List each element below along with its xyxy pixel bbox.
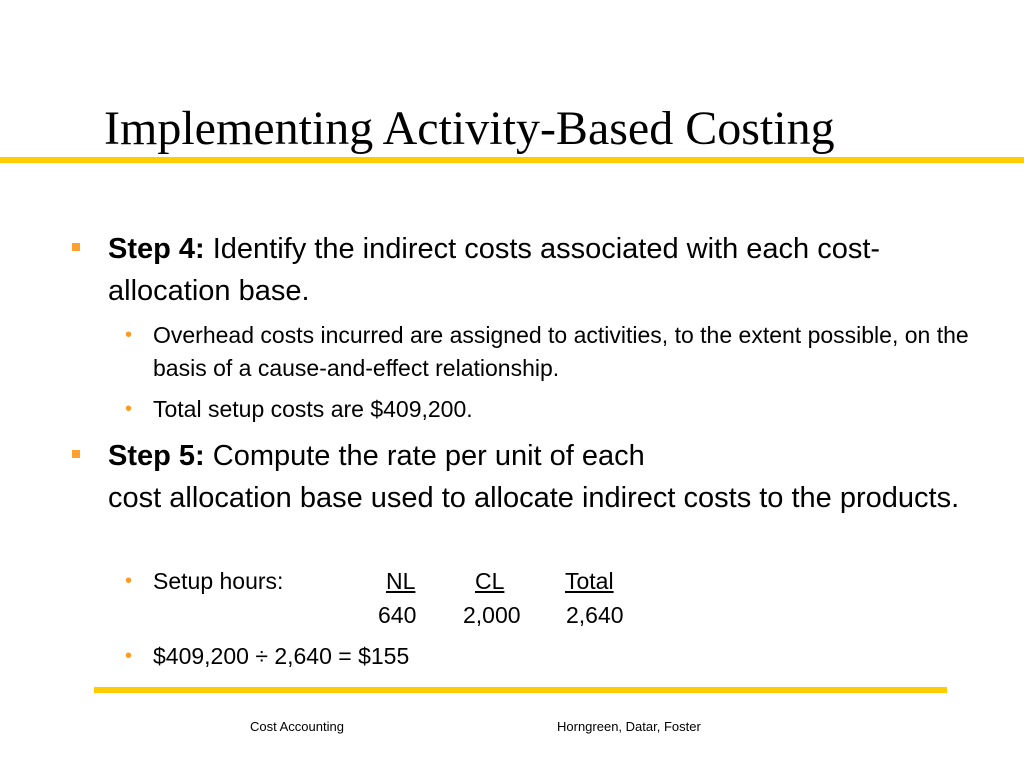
footer-right: Horngreen, Datar, Foster (557, 719, 701, 734)
bullet-step-5 (108, 435, 978, 519)
step-5-label: Step 5: (108, 440, 205, 472)
square-bullet-icon (72, 243, 80, 251)
setup-hours-label: Setup hours: (153, 568, 284, 594)
value-cl: 2,000 (463, 602, 521, 628)
bullet-step-4 (108, 228, 978, 312)
sub-bullet-setup-costs (125, 393, 983, 426)
header-nl: NL (386, 568, 416, 594)
step-4-label: Step 4: (108, 233, 205, 265)
sub-bullet-overhead (125, 319, 983, 385)
dot-bullet-icon: • (125, 570, 133, 592)
step-4-text: Identify the indirect costs associated with each cost-allocation base. (108, 233, 881, 307)
title-divider (0, 157, 1024, 163)
sub-bullet-overhead-text: Overhead costs incurred are assigned to activities, to the extent possible, on the basis of a cause-and-effect relationship. (153, 322, 969, 381)
value-total: 2,640 (566, 602, 624, 628)
value-nl: 640 (378, 602, 417, 628)
step-5-text-line1: Compute the rate per unit of each (204, 440, 645, 472)
dot-bullet-icon: • (125, 324, 133, 346)
slide-title: Implementing Activity-Based Costing (104, 102, 835, 155)
header-cl: CL (475, 568, 505, 594)
footer-left: Cost Accounting (250, 719, 344, 734)
footer-divider (94, 687, 947, 693)
sub-bullet-setup-costs-text: Total setup costs are $409,200. (153, 396, 473, 422)
calc-text: $409,200 ÷ 2,640 = $155 (153, 643, 410, 669)
header-total: Total (565, 568, 614, 594)
sub-bullet-calc (125, 640, 983, 673)
square-bullet-icon (72, 450, 80, 458)
dot-bullet-icon: • (125, 645, 133, 667)
dot-bullet-icon: • (125, 398, 133, 420)
step-5-text-rest: cost allocation base used to allocate indirect costs to the products. (108, 482, 960, 514)
